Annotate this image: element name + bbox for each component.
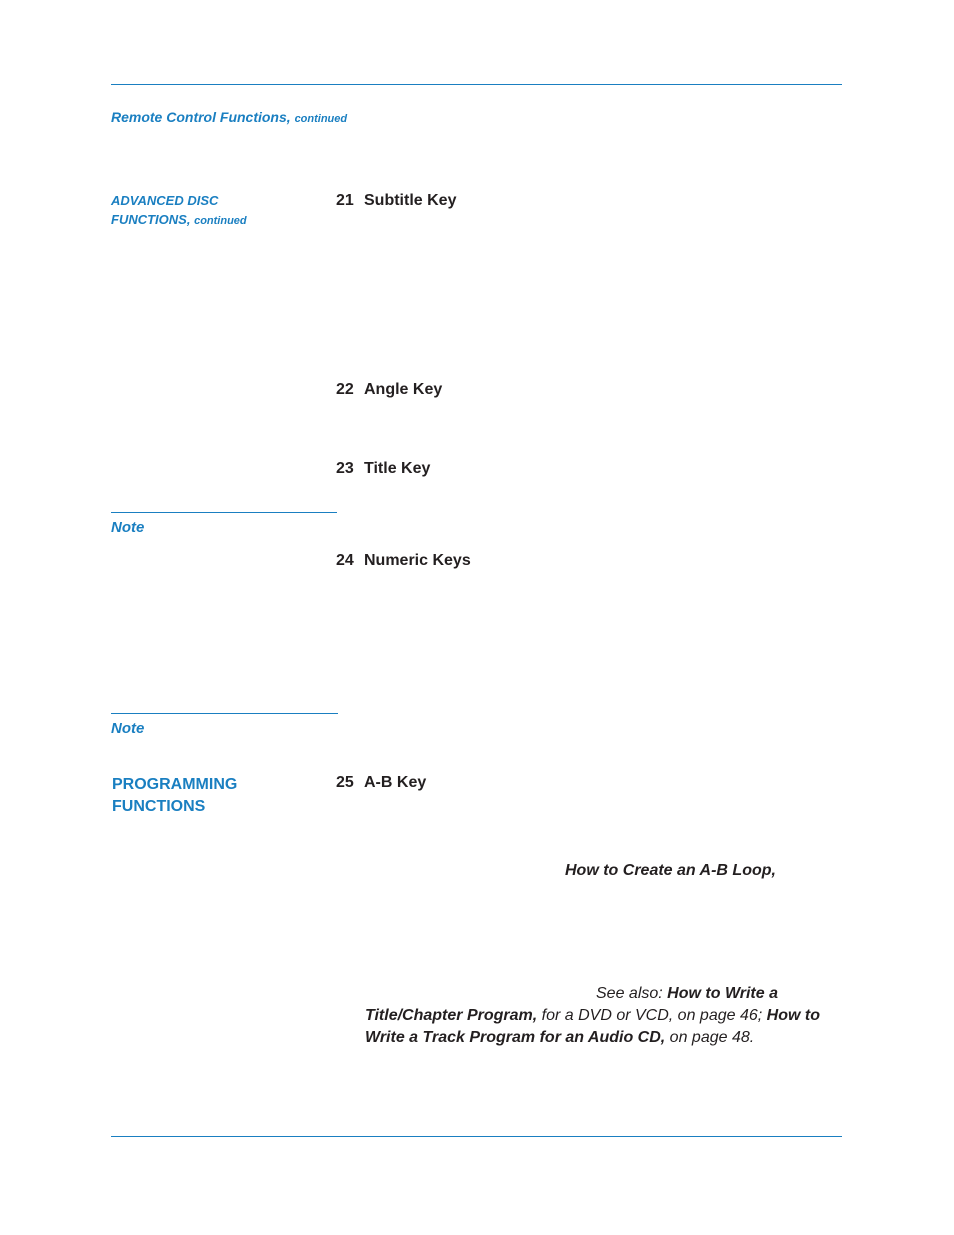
key-heading-25 xyxy=(336,774,426,792)
top-rule xyxy=(111,84,842,85)
key-number: 22 xyxy=(336,381,354,398)
see-also-line3 xyxy=(365,1027,754,1049)
note-rule-2 xyxy=(111,713,338,714)
see-also-line1 xyxy=(596,983,778,1005)
key-label: A-B Key xyxy=(364,774,427,791)
see-also-line2 xyxy=(365,1005,820,1027)
programming-heading xyxy=(112,774,237,818)
key-number: 21 xyxy=(336,192,354,209)
note-label-2: Note xyxy=(111,720,145,737)
key-label: Title Key xyxy=(364,460,431,477)
running-head xyxy=(111,109,347,125)
see-also-end: on page 48. xyxy=(669,1029,755,1046)
key-heading-23 xyxy=(336,460,430,478)
programming-line1: PROGRAMMING xyxy=(112,776,238,793)
ab-loop-reference: How to Create an A-B Loop, xyxy=(565,862,776,879)
key-number: 25 xyxy=(336,774,354,791)
note-rule-1 xyxy=(111,512,337,513)
see-also-intro: See also: xyxy=(596,985,663,1002)
key-heading-21 xyxy=(336,192,456,210)
key-label: Angle Key xyxy=(364,381,443,398)
running-head-continued: continued xyxy=(294,113,348,125)
see-also-ref2b: Write a Track Program for an Audio CD, xyxy=(365,1029,666,1046)
key-number: 23 xyxy=(336,460,354,477)
key-heading-22 xyxy=(336,381,442,399)
key-heading-24 xyxy=(336,552,471,570)
bottom-rule xyxy=(111,1136,842,1137)
key-label: Subtitle Key xyxy=(364,192,457,209)
see-also-ref2a: How to xyxy=(766,1007,820,1024)
see-also-ref1a: How to Write a xyxy=(667,985,778,1002)
running-head-title: Remote Control Functions, xyxy=(111,109,291,125)
see-also-mid: for a DVD or VCD, on page 46; xyxy=(541,1007,763,1024)
programming-line2: FUNCTIONS xyxy=(112,798,206,815)
note-label-1: Note xyxy=(111,519,145,536)
sidebar-advanced-continued: continued xyxy=(194,215,247,227)
key-label: Numeric Keys xyxy=(364,552,471,569)
sidebar-advanced-heading xyxy=(111,191,247,231)
key-number: 24 xyxy=(336,552,354,569)
see-also-ref1b: Title/Chapter Program, xyxy=(365,1007,538,1024)
sidebar-advanced-line2: FUNCTIONS, xyxy=(111,212,191,227)
sidebar-advanced-line1: ADVANCED DISC xyxy=(111,193,219,208)
